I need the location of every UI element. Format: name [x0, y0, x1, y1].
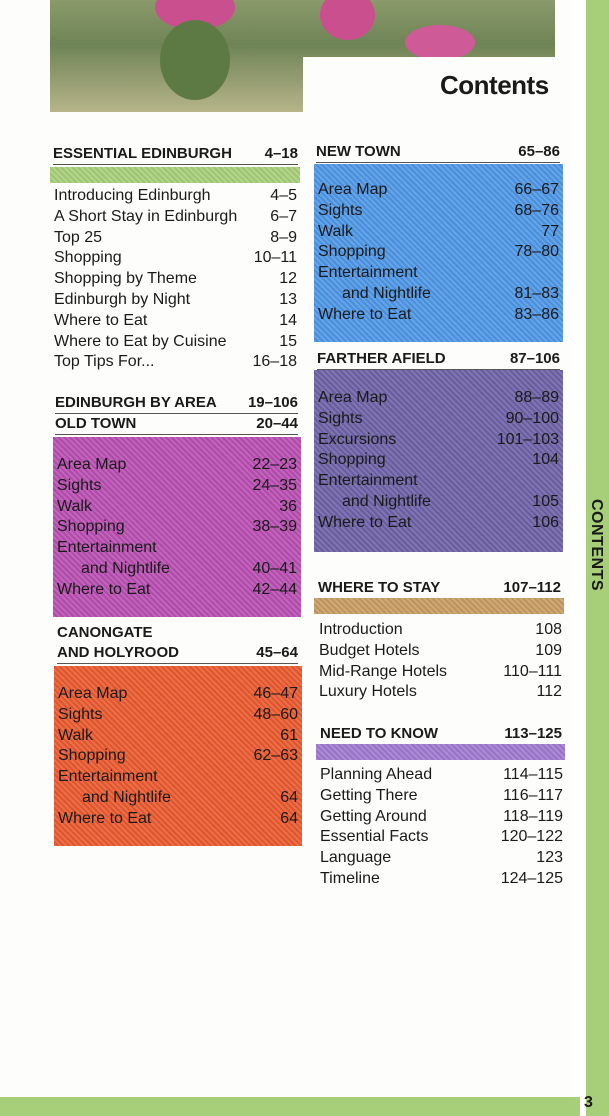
toc-item[interactable]: Getting Around 118–119 — [320, 807, 563, 825]
toc-item[interactable]: Introducing Edinburgh 4–5 — [54, 187, 297, 204]
toc-item[interactable]: Essential Facts 120–122 — [320, 828, 563, 846]
thistle-flower — [405, 25, 475, 60]
toc-list-canongate — [54, 666, 302, 830]
toc-item[interactable]: Edinburgh by Night 13 — [54, 290, 297, 308]
toc-item[interactable]: Area Map 66–67 — [318, 181, 559, 198]
toc-item[interactable]: Planning Ahead 114–115 — [320, 766, 563, 783]
toc-item[interactable]: Where to Eat 42–44 — [57, 580, 297, 598]
toc-list-where-to-stay — [319, 620, 562, 703]
toc-item[interactable]: A Short Stay in Edinburgh 6–7 — [54, 207, 297, 225]
toc-item[interactable]: Shopping 78–80 — [318, 243, 559, 261]
thistle-flower — [320, 0, 375, 40]
toc-item[interactable]: Walk 61 — [58, 726, 298, 744]
toc-item[interactable]: and Nightlife 81–83 — [342, 284, 559, 302]
toc-item[interactable]: Shopping 10–11 — [54, 249, 297, 267]
toc-item[interactable]: Area Map 22–23 — [57, 456, 297, 473]
toc-item[interactable]: Entertainment — [57, 539, 157, 557]
toc-item[interactable]: Shopping 104 — [318, 451, 559, 469]
toc-item[interactable]: Sights 24–35 — [57, 476, 297, 494]
toc-item[interactable]: Entertainment — [318, 472, 418, 490]
toc-item[interactable]: Where to Eat 14 — [54, 311, 297, 329]
toc-item[interactable]: Walk 36 — [57, 497, 297, 515]
section-heading-old-town: OLD TOWN 20–44 — [55, 415, 298, 435]
sidebar-label: CONTENTS — [588, 499, 605, 591]
toc-item[interactable]: Sights 68–76 — [318, 201, 559, 219]
toc-list-essential — [54, 186, 297, 373]
toc-item[interactable]: and Nightlife 40–41 — [81, 559, 297, 577]
toc-item[interactable]: Area Map 88–89 — [318, 389, 559, 406]
toc-item[interactable]: Area Map 46–47 — [58, 685, 298, 702]
toc-list-farther-afield — [314, 370, 563, 534]
section-bar-need-to-know — [316, 744, 565, 760]
toc-item[interactable]: Sights 48–60 — [58, 705, 298, 723]
toc-item[interactable]: Top Tips For... 16–18 — [54, 353, 297, 371]
page-title: Contents — [440, 70, 549, 100]
section-heading-by-area: EDINBURGH BY AREA 19–106 — [55, 394, 298, 414]
section-heading-essential: ESSENTIAL EDINBURGH 4–18 — [53, 145, 298, 165]
toc-item[interactable]: Language 123 — [320, 849, 563, 867]
toc-item[interactable]: Introduction 108 — [319, 621, 562, 638]
toc-list-old-town — [53, 437, 301, 601]
toc-item[interactable]: Entertainment — [58, 768, 158, 786]
toc-item[interactable]: Shopping 62–63 — [58, 747, 298, 765]
section-block-new-town — [314, 164, 563, 342]
section-bar-essential — [50, 167, 300, 183]
toc-item[interactable]: Where to Eat 83–86 — [318, 305, 559, 323]
toc-item[interactable]: and Nightlife 105 — [342, 492, 559, 510]
page-number: 3 — [584, 1094, 593, 1111]
toc-item[interactable]: Walk 77 — [318, 222, 559, 240]
section-heading-new-town: NEW TOWN 65–86 — [316, 143, 560, 163]
section-heading-canongate: AND HOLYROOD 45–64 — [57, 644, 298, 664]
thistle-bud — [160, 20, 230, 100]
section-block-canongate — [54, 666, 302, 846]
toc-item[interactable]: Excursions 101–103 — [318, 430, 559, 448]
toc-item[interactable]: Top 25 8–9 — [54, 228, 297, 246]
toc-item[interactable]: Getting There 116–117 — [320, 786, 563, 804]
toc-item[interactable]: Luxury Hotels 112 — [319, 683, 562, 701]
toc-list-need-to-know — [320, 765, 563, 890]
toc-item[interactable]: Sights 90–100 — [318, 409, 559, 427]
section-heading-need-to-know: NEED TO KNOW 113–125 — [320, 725, 562, 745]
section-heading-farther-afield: FARTHER AFIELD 87–106 — [317, 350, 560, 370]
toc-item[interactable]: Budget Hotels 109 — [319, 641, 562, 659]
section-block-old-town — [53, 437, 301, 617]
toc-item[interactable]: Timeline 124–125 — [320, 869, 563, 887]
section-heading-canongate-line1: CANONGATE — [57, 624, 153, 641]
toc-item[interactable]: Shopping 38–39 — [57, 518, 297, 536]
toc-item[interactable]: Entertainment — [318, 264, 418, 282]
bottom-strip — [0, 1097, 580, 1116]
toc-list-new-town — [314, 164, 563, 326]
toc-item[interactable]: and Nightlife 64 — [82, 788, 298, 806]
section-bar-where-to-stay — [314, 598, 564, 614]
section-heading-where-to-stay: WHERE TO STAY 107–112 — [318, 579, 561, 599]
toc-item[interactable]: Where to Eat 106 — [318, 513, 559, 531]
toc-item[interactable]: Where to Eat by Cuisine 15 — [54, 332, 297, 350]
toc-item[interactable]: Mid-Range Hotels 110–111 — [319, 662, 562, 680]
toc-item[interactable]: Shopping by Theme 12 — [54, 270, 297, 288]
toc-item[interactable]: Where to Eat 64 — [58, 809, 298, 827]
section-block-farther-afield — [314, 370, 563, 552]
